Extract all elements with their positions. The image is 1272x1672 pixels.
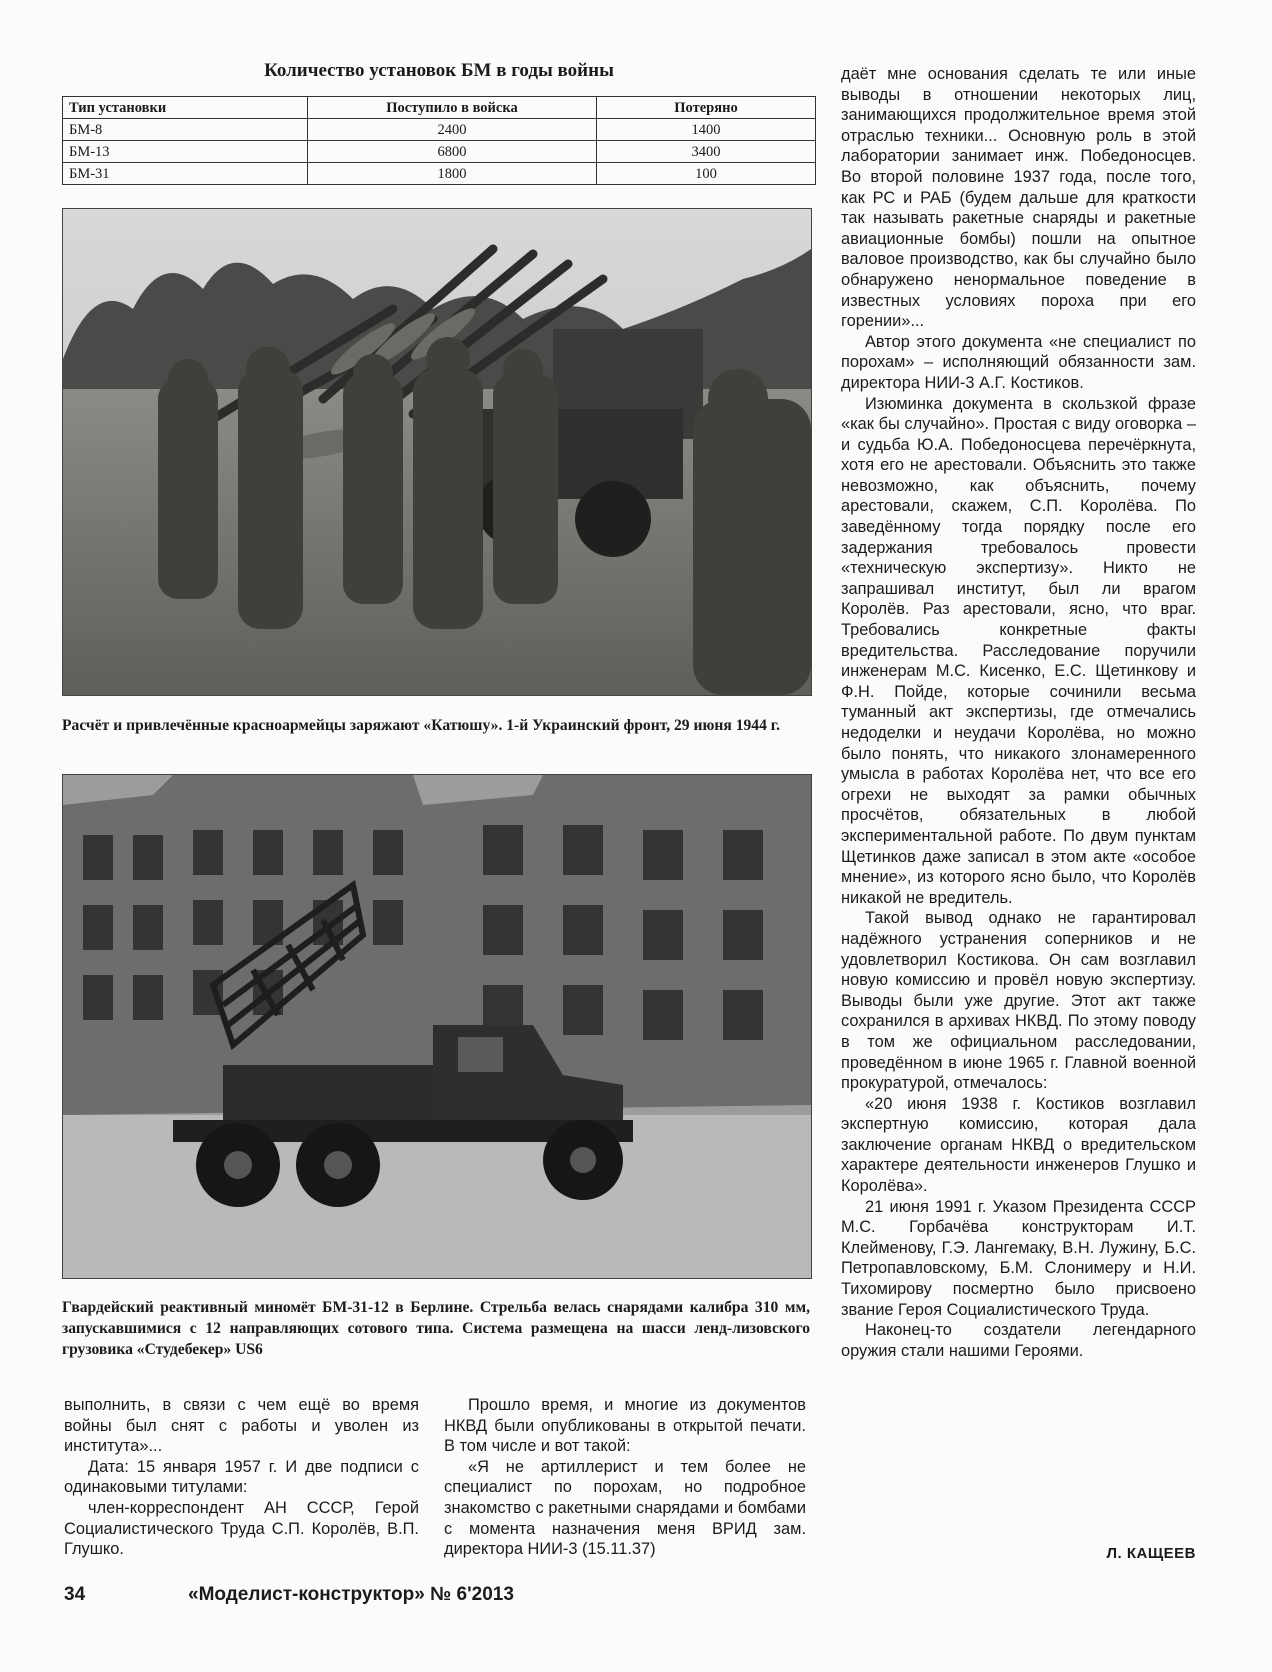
paragraph: Такой вывод однако не гарантировал надёжного устранения соперников и не удовлетворил Костикова. Он сам возглавил новую комиссию и провёл новую экспертизу. Выводы были уже другие. Этот акт также сохранился в архивах НКВД. По этому поводу в том же официальном расследовании, проведённом в июне 1965 г. Главной военной прокуратурой, отмечалось:: [841, 909, 1196, 1093]
paragraph: даёт мне основания сделать те или иные выводы в отношении некоторых лиц, занимающихся продолжительное время этой отраслью техники... Основную роль в этой лаборатории занимает инж. Победоносцев. Во второй половине 1937 года, после того, как РС и РАБ (будем дальше для краткости так называть ракетные снаряды и ракетные авиационные бомбы) пошли на опытное валовое производство, как бы случайно было обнаружено ненормальное поведение в известных условиях пороха при его горении»...: [841, 65, 1196, 331]
table-header-cell: Поступило в войска: [308, 97, 597, 119]
table-cell: 6800: [308, 141, 597, 163]
table-header-row: [63, 97, 816, 119]
table-cell: 1800: [308, 163, 597, 185]
photo-katyusha-loading: [62, 208, 812, 696]
table-row: [63, 141, 816, 163]
table-row: [63, 119, 816, 141]
paragraph: 21 июня 1991 г. Указом Президента СССР М.С. Горбачёва конструкторам И.Т. Клейменову, Г.Э. Лангемаку, В.Н. Лужину, Б.С. Петропавловскому, Б.М. Слонимеру и Н.И. Тихомирову посмертно было присвоено звание Героя Социалистического Труда.: [841, 1197, 1196, 1319]
table-header-cell: Потеряно: [597, 97, 816, 119]
paragraph: «Я не артиллерист и тем более не специалист по порохам, но подробное знакомство с ракетными снарядами и бомбами с момента назначения меня ВРИД зам. директора НИИ-3 (15.11.37): [444, 1457, 806, 1559]
table-cell: БМ-8: [63, 119, 308, 141]
paragraph: «20 июня 1938 г. Костиков возглавил экспертную комиссию, которая дала заключение органам НКВД о вредительском характере деятельности инженеров Глушко и Королёва».: [841, 1094, 1196, 1196]
paragraph: Автор этого документа «не специалист по порохам» – исполняющий обязанности зам. директора НИИ-3 А.Г. Костиков.: [841, 332, 1196, 392]
table-cell: 100: [597, 163, 816, 185]
paragraph: Дата: 15 января 1957 г. И две подписи с одинаковыми титулами:: [64, 1457, 419, 1497]
table-cell: 2400: [308, 119, 597, 141]
text-column-middle: [444, 1395, 806, 1560]
text-column-right: [841, 64, 1196, 1361]
photo-bm31-berlin: [62, 774, 812, 1279]
katyusha-loading-image: [63, 209, 811, 695]
text-column-left: [64, 1395, 419, 1560]
bm31-berlin-image: [63, 775, 811, 1278]
table-cell: 3400: [597, 141, 816, 163]
table-cell: БМ-13: [63, 141, 308, 163]
page-number: 34: [64, 1584, 86, 1605]
paragraph: член-корреспондент АН СССР, Герой Социалистического Труда С.П. Королёв, В.П. Глушко.: [64, 1498, 419, 1559]
photo-caption: Расчёт и привлечённые красноармейцы заряжают «Катюшу». 1-й Украинский фронт, 29 июня 1944 г.: [62, 717, 781, 734]
paragraph: Наконец-то создатели легендарного оружия стали нашими Героями.: [841, 1321, 1196, 1360]
photo-caption: Гвардейский реактивный миномёт БМ-31-12 в Берлине. Стрельба велась снарядами калибра 310 мм, запускавшимися с 12 направляющих сотового типа. Система размещена на шасси ленд-лизовского грузовика «Студебекер» US6: [62, 1299, 810, 1358]
table-cell: БМ-31: [63, 163, 308, 185]
paragraph: Изюминка документа в скользкой фразе «как бы случайно». Простая с виду оговорка – и судьба Ю.А. Победоносцева перечёркнута, хотя его не арестовали. Объяснить это также невозможно, как объяснить, почему арестовали, скажем, С.П. Королёва. По заведённому тогда порядку после его задержания требовалось провести «техническую экспертизу». Никто не запрашивал институт, был ли врагом Королёв. Раз арестовали, ясно, что враг. Требовались конкретные факты вредительства. Расследование поручили инженерам М.С. Кисенко, Е.С. Щетинкову и Ф.Н. Пойде, которые сочинили весьма туманный акт экспертизы, где отмечались недоделки и неудачи Королёва, но можно было понять, что никакого злонамеренного умысла в работах Королёва нет, что все его огрехи не выходят за рамки обычных просчётов, обязательных в любой экспериментальной работе. По двум пунктам Щетинков даже записал в этом акте «особое мнение», из которого ясно было, что Королёв никакой не вредитель.: [841, 394, 1196, 907]
magazine-issue: «Моделист-конструктор» № 6'2013: [188, 1584, 514, 1605]
paragraph: Прошло время, и многие из документов НКВД были опубликованы в открытой печати. В том числе и вот такой:: [444, 1396, 806, 1456]
bm-table: [62, 96, 816, 185]
table-header-cell: Тип установки: [63, 97, 308, 119]
table-row: [63, 163, 816, 185]
paragraph: выполнить, в связи с чем ещё во время войны был снят с работы и уволен из института»...: [64, 1396, 419, 1456]
table-cell: 1400: [597, 119, 816, 141]
table-title: Количество установок БМ в годы войны: [264, 60, 614, 81]
author-signature: Л. КАЩЕЕВ: [1106, 1545, 1196, 1562]
